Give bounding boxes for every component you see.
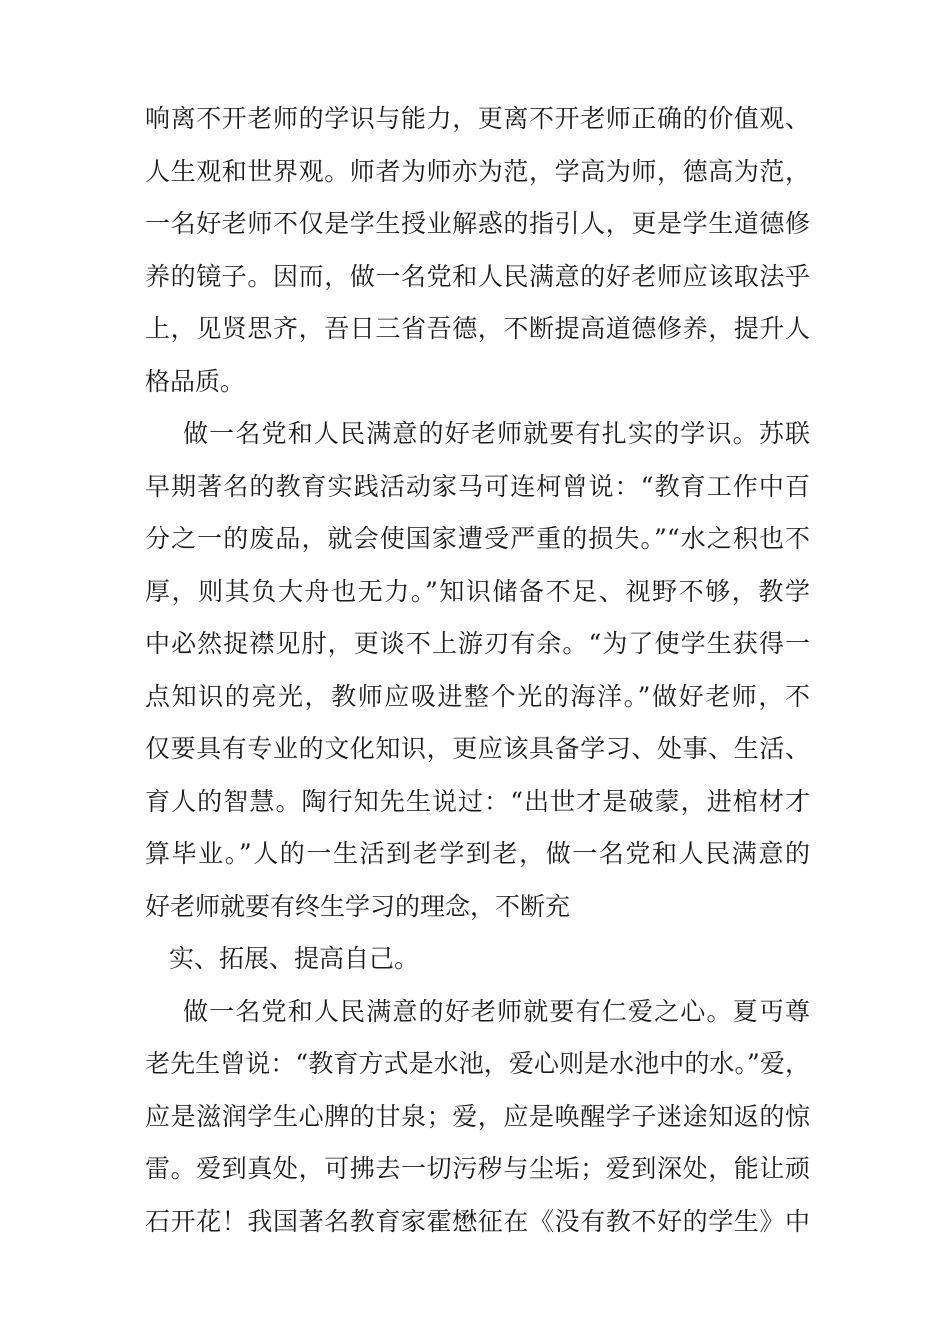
body-text [145, 93, 810, 1248]
text-line: 石开花！我国著名教育家霍懋征在《没有教不好的学生》中 [145, 1206, 810, 1236]
text-line: 应是滋润学生心脾的甘泉；爱，应是唤醒学子迷途知返的惊 [145, 1101, 810, 1131]
text-line: 仅要具有专业的文化知识，更应该具备学习、处事、生活、 [145, 734, 810, 763]
text-line: 人生观和世界观。师者为师亦为范，学高为师，德高为范， [145, 156, 810, 186]
paragraph-first-line: 做一名党和人民满意的好老师就要有扎实的学识。苏联 [183, 419, 810, 448]
text-line: 厚，则其负大舟也无力。”知识储备不足、视野不够，教学 [145, 576, 810, 606]
text-line: 中必然捉襟见肘，更谈不上游刃有余。“为了使学生获得一 [145, 629, 810, 658]
text-line: 早期著名的教育实践活动家马可连柯曾说：“教育工作中百 [145, 471, 810, 501]
text-line: 实、拓展、提高自己。 [169, 944, 420, 973]
text-line: 老先生曾说：“教育方式是水池，爱心则是水池中的水。”爱， [145, 1049, 810, 1078]
text-line: 点知识的亮光，教师应吸进整个光的海洋。”做好老师，不 [145, 681, 810, 711]
paragraph-first-line: 做一名党和人民满意的好老师就要有仁爱之心。夏丏尊 [183, 996, 810, 1026]
text-line: 算毕业。”人的一生活到老学到老，做一名党和人民满意的 [145, 839, 810, 868]
text-line: 好老师就要有终生学习的理念，不断充 [145, 891, 571, 921]
text-line: 育人的智慧。陶行知先生说过：“出世才是破蒙，进棺材才 [145, 786, 810, 816]
text-line: 分之一的废品，就会使国家遭受严重的损失。”“水之积也不 [145, 524, 810, 553]
text-line: 上，见贤思齐，吾日三省吾德，不断提高道德修养，提升人 [145, 314, 810, 343]
text-line: 响离不开老师的学识与能力，更离不开老师正确的价值观、 [145, 104, 810, 133]
text-line: 养的镜子。因而，做一名党和人民满意的好老师应该取法乎 [145, 261, 810, 291]
text-line: 雷。爱到真处，可拂去一切污秽与尘垢；爱到深处，能让顽 [145, 1154, 810, 1183]
text-line: 一名好老师不仅是学生授业解惑的指引人，更是学生道德修 [145, 209, 810, 238]
text-line: 格品质。 [145, 366, 246, 396]
